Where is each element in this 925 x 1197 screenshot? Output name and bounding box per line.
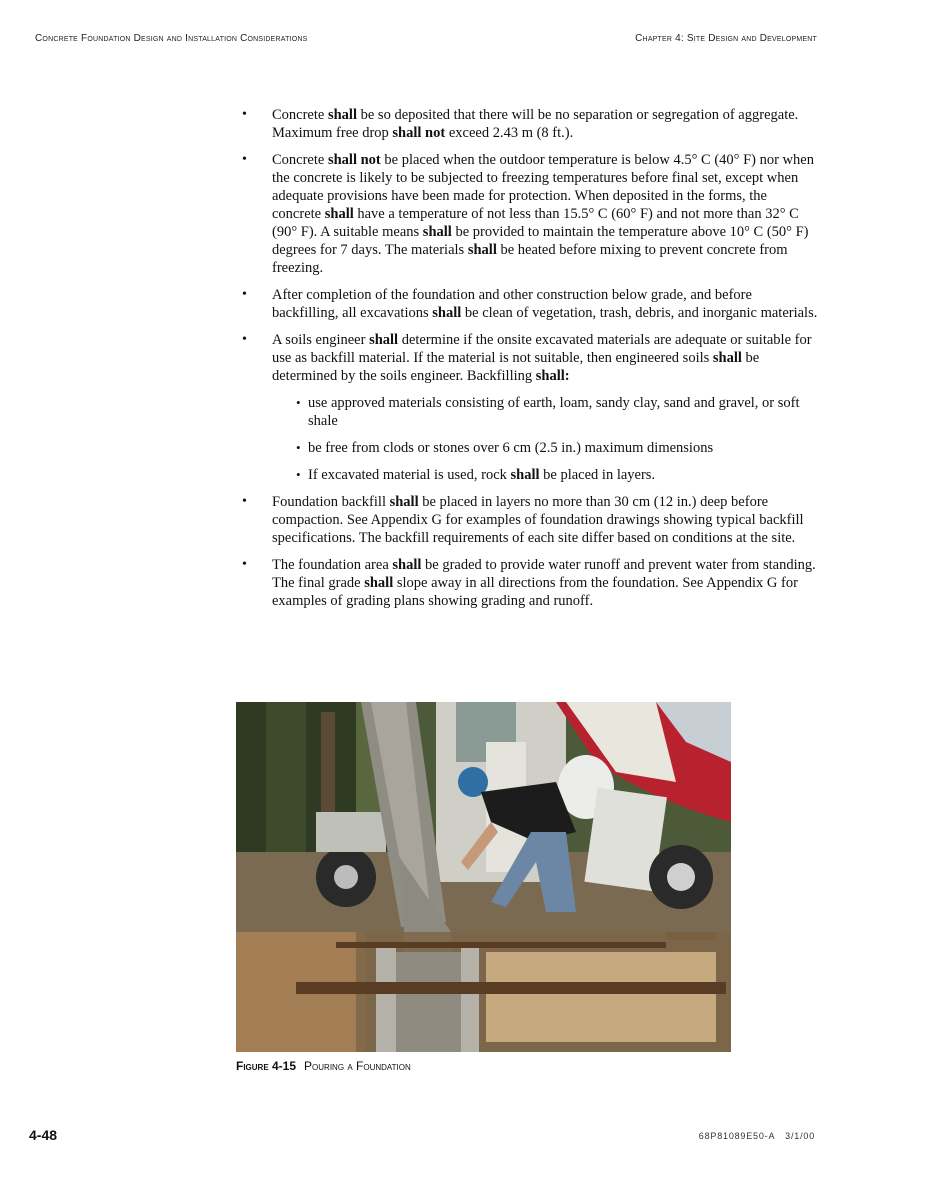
bullet-text — [272, 106, 818, 142]
emphasis-text: shall — [432, 305, 462, 321]
bullet-dot-icon: • — [242, 494, 247, 509]
text-run: be free from clods or stones over 6 cm (2.5 in.) maximum dimensions — [308, 440, 714, 456]
emphasis-text: shall — [324, 206, 354, 222]
text-run: be provided to maintain the temperature above 10° C (50° F) degrees for 7 days. The materials — [272, 224, 809, 258]
bullet-dot-icon: • — [242, 152, 247, 167]
sub-bullet-dot-icon: • — [296, 467, 301, 482]
emphasis-text: shall — [369, 332, 399, 348]
doc-id: 68P81089E50-A — [698, 1131, 776, 1141]
doc-date: 3/1/00 — [785, 1131, 815, 1141]
body-content — [242, 106, 818, 619]
sub-bullet-text — [308, 394, 818, 430]
emphasis-text: shall — [392, 557, 422, 573]
emphasis-text: shall — [364, 575, 394, 591]
figure-title: Pouring a Foundation — [304, 1059, 411, 1073]
emphasis-text: shall — [422, 224, 452, 240]
bullet-item — [242, 106, 818, 142]
emphasis-text: shall — [712, 350, 742, 366]
text-run: be so deposited that there will be no separation or segregation of aggregate. Maximum free drop — [272, 107, 799, 141]
emphasis-text: shall — [510, 467, 540, 483]
bullet-text — [272, 331, 818, 385]
bullet-text — [272, 493, 818, 547]
bullet-text — [272, 556, 818, 610]
bullet-dot-icon: • — [242, 107, 247, 122]
sub-bullet-text — [308, 466, 818, 484]
figure-number: Figure 4-15 — [236, 1059, 297, 1073]
bullet-item — [242, 286, 818, 322]
emphasis-text: shall — [389, 494, 419, 510]
running-header-right: Chapter 4: Site Design and Development — [635, 33, 817, 44]
emphasis-text: shall not — [392, 125, 446, 141]
text-run: A soils engineer — [272, 332, 370, 348]
emphasis-text: shall — [467, 242, 497, 258]
running-header-left: Concrete Foundation Design and Installation Considerations — [35, 33, 308, 44]
bullet-dot-icon: • — [242, 287, 247, 302]
emphasis-text: shall not — [327, 152, 381, 168]
sub-bullet-dot-icon: • — [296, 395, 301, 410]
text-run: The foundation area — [272, 557, 393, 573]
text-run: Concrete — [272, 107, 328, 123]
text-run: be placed in layers no more than 30 cm (12 in.) deep before compaction. See Appendix G for examples of foundation drawings showing typical backfill specifications. The backfill requirements of each site differ based on conditions at the site. — [272, 494, 804, 546]
text-run: If excavated material is used, rock — [308, 467, 511, 483]
bullet-dot-icon: • — [242, 332, 247, 347]
foundation-pour-photo — [236, 702, 731, 1052]
text-run: be graded to provide water runoff and prevent water from standing. The final grade — [272, 557, 816, 591]
text-run: Foundation backfill — [272, 494, 390, 510]
sub-bullet-dot-icon: • — [296, 440, 301, 455]
sub-bullet-item — [242, 394, 818, 430]
text-run: be determined by the soils engineer. Backfilling — [272, 350, 760, 384]
text-run: have a temperature of not less than 15.5° C (60° F) and not more than 32° C (90° F). A suitable means — [272, 206, 799, 240]
text-run: Concrete — [272, 152, 328, 168]
text-run: use approved materials consisting of earth, loam, sandy clay, sand and gravel, or soft shale — [308, 395, 800, 429]
text-run: After completion of the foundation and other construction below grade, and before backfilling, all excavations — [272, 287, 752, 321]
text-run: be heated before mixing to prevent concrete from freezing. — [272, 242, 788, 276]
text-run: slope away in all directions from the foundation. See Appendix G for examples of grading plans showing grading and runoff. — [272, 575, 798, 609]
bullet-dot-icon: • — [242, 557, 247, 572]
figure-caption — [236, 1059, 411, 1073]
bullet-item — [242, 556, 818, 610]
bullet-text — [272, 286, 818, 322]
emphasis-text: shall: — [535, 368, 570, 384]
bullet-text — [272, 151, 818, 277]
bullet-item — [242, 331, 818, 385]
text-run: be placed when the outdoor temperature is below 4.5° C (40° F) nor when the concrete is likely to be subjected to freezing temperatures before final set, except when adequate provisions have been made for protection. When deposited in the forms, the concrete — [272, 152, 814, 222]
bullet-item — [242, 151, 818, 277]
text-run: determine if the onsite excavated materials are adequate or suitable for use as backfill material. If the material is not suitable, then engineered soils — [272, 332, 812, 366]
page-number: 4-48 — [29, 1127, 58, 1143]
text-run: be clean of vegetation, trash, debris, and inorganic materials. — [461, 305, 818, 321]
doc-id-footer — [699, 1131, 815, 1141]
bullet-item — [242, 493, 818, 547]
sub-bullet-item — [242, 466, 818, 484]
text-run: exceed 2.43 m (8 ft.). — [445, 125, 574, 141]
sub-bullet-item — [242, 439, 818, 457]
emphasis-text: shall — [327, 107, 357, 123]
sub-bullet-text — [308, 439, 818, 457]
text-run: be placed in layers. — [539, 467, 656, 483]
